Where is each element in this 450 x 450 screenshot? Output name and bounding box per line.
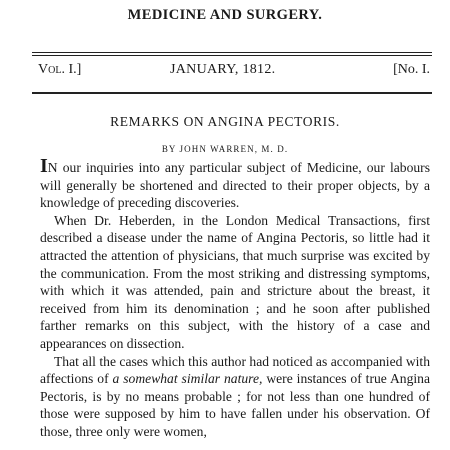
- article-body: [40, 155, 431, 441]
- paragraph-2: When Dr. Heberden, in the London Medical Transactions, first described a disease under the name of Angina Pectoris, so little had it attracted the attention of physicians, that much surprise was excited by the communication. From the most striking and distressing symptoms, with which it was attended, pain and stricture about the breast, it received from him its denomination ; and he soon after published farther remarks on this subject, with the history of a case and appearances on dissection.: [40, 212, 430, 351]
- header-rule-bottom: [32, 92, 432, 94]
- paragraph-1: [40, 155, 430, 212]
- issue-date: JANUARY, 1812.: [170, 62, 276, 77]
- article-title: REMARKS ON ANGINA PECTORIS.: [110, 114, 340, 129]
- paragraph-3-text-after: were instances of true Angina Pectoris, is by no means probable ; for not less than one hundred of those were supposed by him to have fallen under his observation. Of those, three only were women,: [40, 371, 431, 439]
- paragraph-1-text: N our inquiries into any particular subject of Medicine, our labours will generally be shortened and directed to their proper objects, by a knowledge of preceding discoveries.: [40, 160, 430, 211]
- header-rule-top-inner: [32, 55, 432, 56]
- paragraph-3: [40, 353, 430, 441]
- journal-title: MEDICINE AND SURGERY.: [127, 7, 323, 23]
- header-rule-top: [32, 52, 432, 53]
- paragraph-3-italic: a somewhat similar nature,: [112, 371, 263, 387]
- issue-number: [No. I.: [393, 62, 430, 77]
- drop-cap: I: [40, 155, 48, 177]
- article-byline: BY JOHN WARREN, M. D.: [161, 144, 289, 154]
- volume-label: Vol. I.]: [38, 62, 82, 77]
- paragraph-3-text-before: That all the cases which this author had noticed as accompanied with affections of: [40, 353, 430, 387]
